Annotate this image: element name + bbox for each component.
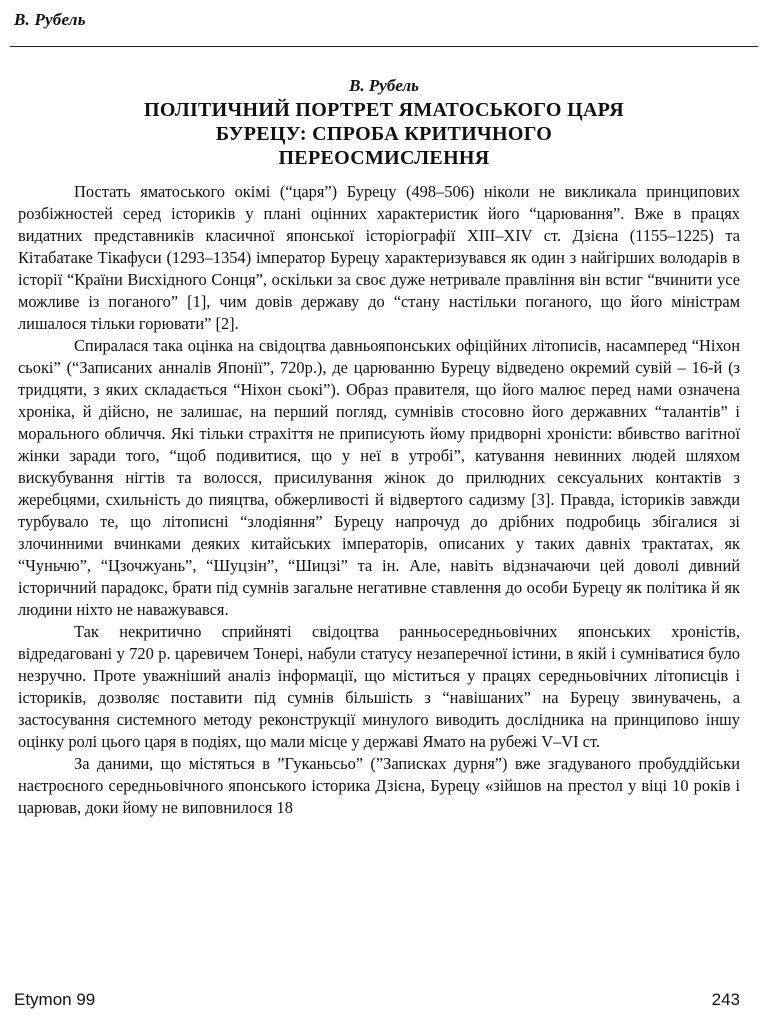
title-line: ПЕРЕОСМИСЛЕННЯ [278, 147, 490, 169]
journal-name: Etymon 99 [14, 990, 96, 1009]
body-paragraph: Спиралася така оцінка на свідоцтва давньояпонських офіційних літописів, насамперед “Ніхон сьокі” (“Записаних анналів Японії”, 720р.), де царюванню Бурецу відведено окремий сувій – 16-й (з тридцяти, з яких складається “Ніхон сьокі”). Образ правителя, що його малює перед нами означена хроніка, й дійсно, не залишає, на перший погляд, сумнівів стосовно його державних “талантів” і морального обличчя. Які тільки страхіття не приписують йому придворні хроністи: вбивство вагітної жінки заради того, “щоб подивитися, що у неї в утробі”, катування невинних людей шляхом вискубування нігтів та волосся, присилування жінок до прилюдних сексуальних контактів з жеребцями, схильність до пияцтва, обжерливості й відвертого садизму [3]. Правда, істориків завжди турбувало те, що літописні “злодіяння” Бурецу напрочуд до дрібних подробиць збігалися зі злочинними вчинками деяких китайських імператорів, описаних у таких давніх трактатах, як “Чуньчю”, “Цзочжуань”, “Шуцзін”, “Шицзі” та ін. Але, навіть відзначаючи цей доволі дивний історичний парадокс, брати під сумнів загальне негативне ставлення до особи Бурецу як політика й як людини ніхто не наважувався. [18, 336, 740, 619]
article-author: В. Рубель [349, 76, 419, 95]
body-paragraph: Постать яматоського окімі (“царя”) Бурецу (498–506) ніколи не викликала принципових розбіжностей серед істориків у плані оцінних характеристик його “царювання”. Вже в працях видатних представників класичної японської історіографії XIII–XIV ст. Дзієна (1155–1225) та Кітабатаке Тікафуси (1293–1354) імператор Бурецу характеризувався як один з найгірших володарів в історії “Країни Висхідного Сонця”, оскільки за своє дуже нетривале правління він встиг “вчинити усе можливе із поганого” [1], чим довів державу до “стану настільки поганого, що його міністрам лишалося тільки горювати” [2]. [18, 182, 740, 333]
body-paragraph: Так некритично сприйняті свідоцтва ранньосередньовічних японських хроністів, відредаговані у 720 р. царевичем Тонері, набули статусу незаперечної істини, в якій і сумніватися було незручно. Проте уважніший аналіз інформації, що міститься у працях середньовічних літописців і істориків, дозволяє поставити під сумнів більшість з “навішаних” на Бурецу звинувачень, а застосування системного методу реконструкції минулого виводить дослідника на принципово іншу оцінку ролі цього царя в подіях, що мали місце у державі Ямато на рубежі V–VI ст. [18, 622, 740, 751]
body-paragraph: За даними, що містяться в ”Гуканьсьо” (”Записках дурня”) вже згадуваного пробуддійськи наєтроєного середньовічного японського історика Дзієна, Бурецу «зійшов на престол у віці 10 років і царював, доки йому не виповнилося 18 [18, 754, 740, 817]
article-body [18, 181, 740, 819]
article-title [60, 98, 708, 170]
header-divider [10, 46, 758, 47]
title-line: БУРЕЦУ: СПРОБА КРИТИЧНОГО [215, 123, 553, 145]
title-line: ПОЛІТИЧНИЙ ПОРТРЕТ ЯМАТОСЬКОГО ЦАРЯ [144, 99, 624, 121]
running-head: В. Рубель [14, 10, 86, 29]
page-number: 243 [711, 990, 740, 1009]
